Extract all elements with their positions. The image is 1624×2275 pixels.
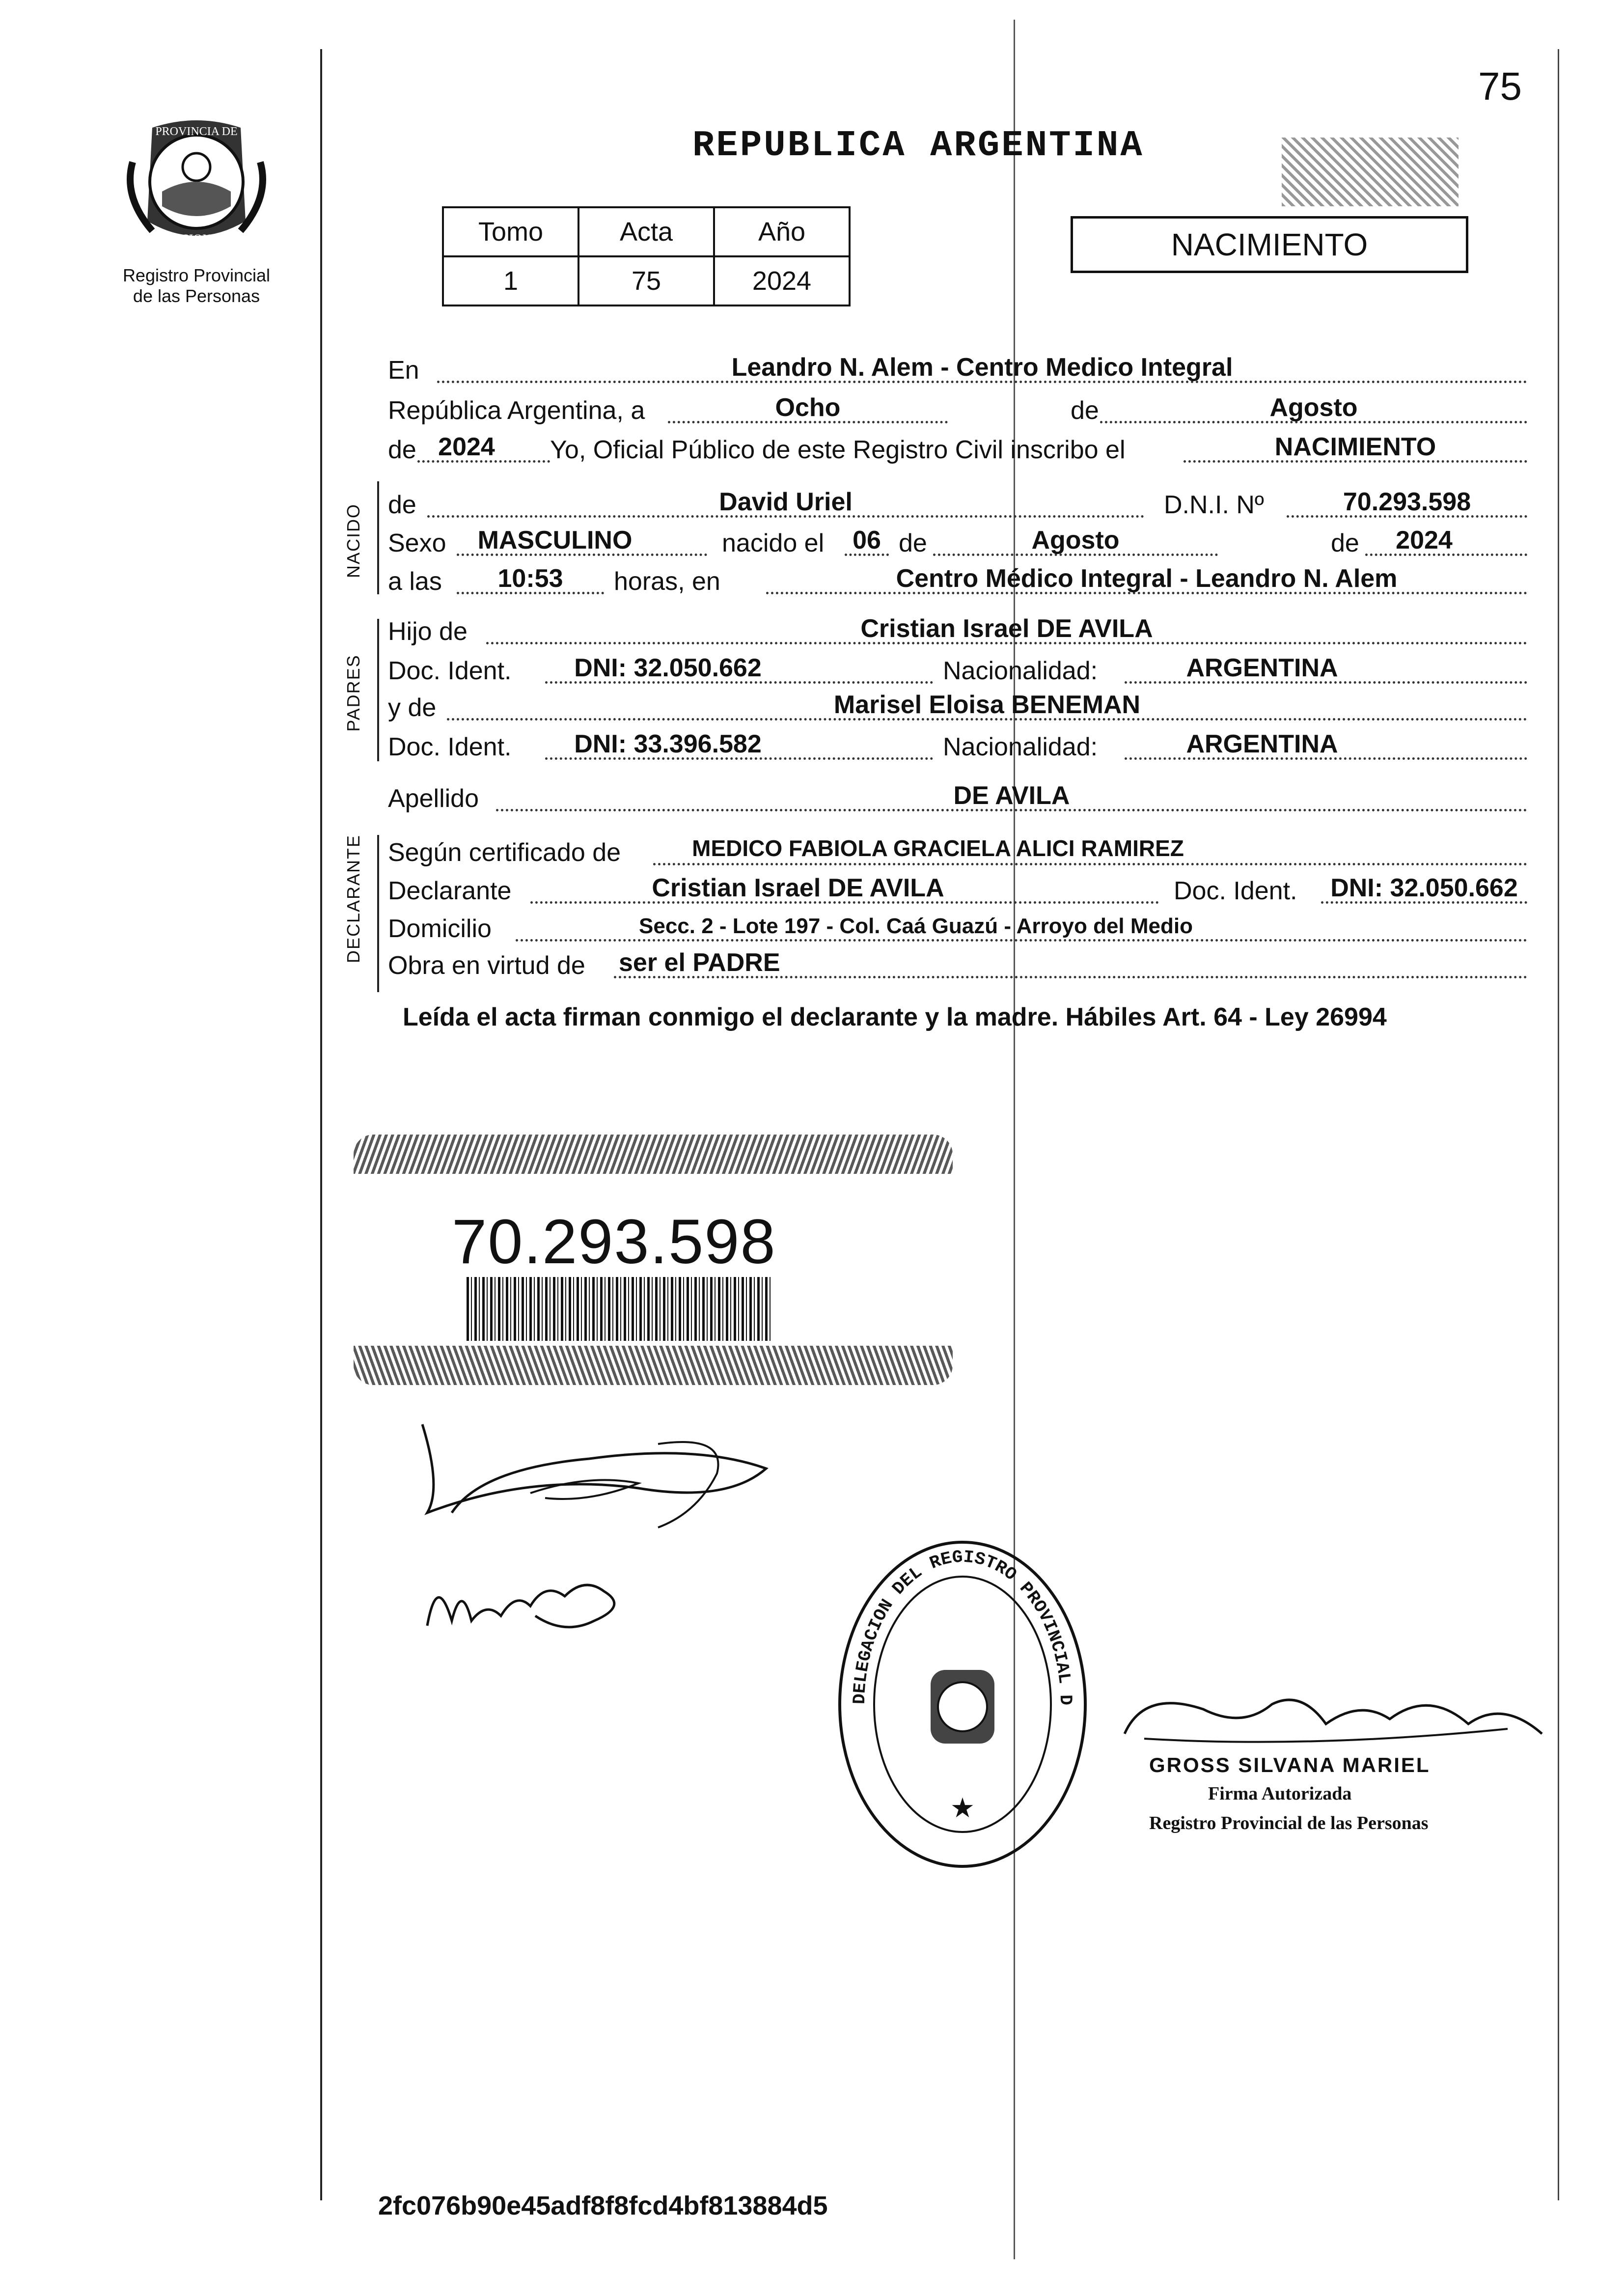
value-anio: 2024 [438,433,495,461]
label-doc-ident-madre: Doc. Ident. [388,733,512,761]
value-padre-doc: DNI: 32.050.662 [574,654,762,682]
value-declarante: Cristian Israel DE AVILA [652,874,944,902]
row-lugar [388,353,1527,389]
declarant-signature [383,1415,786,1542]
official-stamp [835,1537,1090,1871]
page-number: 75 [1478,64,1522,108]
label-yo-oficial: Yo, Oficial Público de este Registro Civil inscribo el [550,436,1126,464]
section-label-padres: PADRES [343,654,363,732]
value-lugar: Leandro N. Alem - Centro Medico Integral [731,353,1233,382]
row-madre [388,690,1527,726]
label-y-de: y de [388,694,437,722]
header-acta: Acta [578,207,714,256]
value-padre-nacionalidad: ARGENTINA [1186,654,1338,682]
label-doc-ident-declarante: Doc. Ident. [1174,877,1297,905]
value-hora: 10:53 [497,564,563,593]
label-horas-en: horas, en [614,567,720,596]
value-madre: Marisel Eloisa BENEMAN [833,691,1141,719]
label-de-nombre: de [388,491,416,519]
label-sexo: Sexo [388,529,446,557]
section-divider-padres [377,619,379,761]
svg-text:MISIONES: MISIONES [166,232,227,246]
value-madre-nacionalidad: ARGENTINA [1186,730,1338,758]
row-padre [388,614,1527,650]
value-dia-letras: Ocho [775,393,841,422]
mother-signature [417,1552,633,1650]
security-pattern [1282,138,1459,206]
label-de-mes: de [899,529,927,557]
row-en-virtud [388,948,1527,984]
label-de: de [1071,396,1099,425]
row-certificado [388,835,1527,871]
doc-type-box: NACIMIENTO [1071,216,1468,273]
svg-text:PROVINCIA DE: PROVINCIA DE [155,125,238,138]
signer-org: Registro Provincial de las Personas [1149,1813,1429,1833]
reference-table [442,206,851,306]
label-segun-certificado: Según certificado de [388,838,621,867]
barcode-number: 70.293.598 [452,1207,776,1277]
value-sexo: MASCULINO [477,526,633,555]
label-de-2: de [388,436,416,464]
row-hora [388,564,1527,600]
label-de-anio: de [1331,529,1359,557]
value-acta: 75 [578,256,714,305]
value-apellido: DE AVILA [953,781,1070,810]
label-en: En [388,356,419,385]
value-declarante-doc: DNI: 32.050.662 [1330,874,1518,902]
org-name: Registro Provincial de las Personas [122,265,271,306]
value-nacido-mes: Agosto [1031,526,1120,555]
closing-statement: Leída el acta firman conmigo el declarante y la madre. Hábiles Art. 64 - Ley 26994 [403,1003,1387,1031]
label-obra-en-virtud: Obra en virtud de [388,951,585,980]
label-apellido: Apellido [388,784,479,813]
signer-name: GROSS SILVANA MARIEL [1149,1753,1431,1776]
province-seal-logo [123,108,270,255]
value-nacido-dia: 06 [853,526,881,555]
svg-text:★: ★ [950,1792,975,1823]
security-band-top [354,1135,953,1174]
label-declarante: Declarante [388,877,512,905]
value-nombre: David Uriel [719,488,853,516]
value-dni: 70.293.598 [1343,488,1471,516]
row-declarante [388,873,1527,910]
section-divider-nacido [377,481,379,594]
row-sexo [388,526,1527,562]
section-label-declarante: DECLARANTE [343,834,363,963]
svg-text:DELEGACION DEL REGISTRO PROVIN: DELEGACION DEL REGISTRO PROVINCIAL D [849,1547,1076,1706]
row-fecha [388,393,1527,429]
value-en-virtud: ser el PADRE [619,948,780,977]
barcode-block [354,1120,953,1385]
value-mes: Agosto [1269,393,1358,422]
value-certificado: MEDICO FABIOLA GRACIELA ALICI RAMIREZ [692,835,1184,861]
label-nacionalidad: Nacionalidad: [943,657,1098,685]
label-doc-ident: Doc. Ident. [388,657,512,685]
value-anio: 2024 [714,256,850,305]
value-madre-doc: DNI: 33.396.582 [574,730,762,758]
section-divider-declarante [377,835,379,992]
barcode [467,1277,771,1341]
value-domicilio: Secc. 2 - Lote 197 - Col. Caá Guazú - Arroyo del Medio [639,914,1193,938]
row-nombre [388,487,1527,524]
value-nacido-anio: 2024 [1396,526,1453,555]
header-anio: Año [714,207,850,256]
label-a-las: a las [388,567,442,596]
label-hijo-de: Hijo de [388,617,468,646]
page-title: REPUBLICA ARGENTINA [692,125,1144,166]
label-domicilio: Domicilio [388,915,492,943]
label-nacionalidad-madre: Nacionalidad: [943,733,1098,761]
section-label-nacido: NACIDO [343,503,363,579]
value-acto: NACIMIENTO [1274,433,1436,461]
signer-role: Firma Autorizada [1208,1783,1352,1804]
header-tomo: Tomo [443,207,578,256]
label-republica: República Argentina, a [388,396,645,425]
official-signature [1115,1670,1557,1763]
row-padre-doc [388,653,1527,690]
right-margin-line [1558,49,1559,2200]
left-margin-line [320,49,322,2200]
row-apellido [388,781,1527,817]
value-lugar-nacimiento: Centro Médico Integral - Leandro N. Alem [896,564,1398,593]
label-dni: D.N.I. Nº [1164,491,1264,519]
security-band-bottom [354,1346,953,1385]
label-nacido-el: nacido el [722,529,825,557]
document-hash: 2fc076b90e45adf8f8fcd4bf813884d5 [378,2191,828,2220]
value-padre: Cristian Israel DE AVILA [860,614,1153,643]
value-tomo: 1 [443,256,578,305]
row-domicilio [388,911,1527,947]
row-madre-doc [388,729,1527,766]
row-acto [388,432,1527,469]
